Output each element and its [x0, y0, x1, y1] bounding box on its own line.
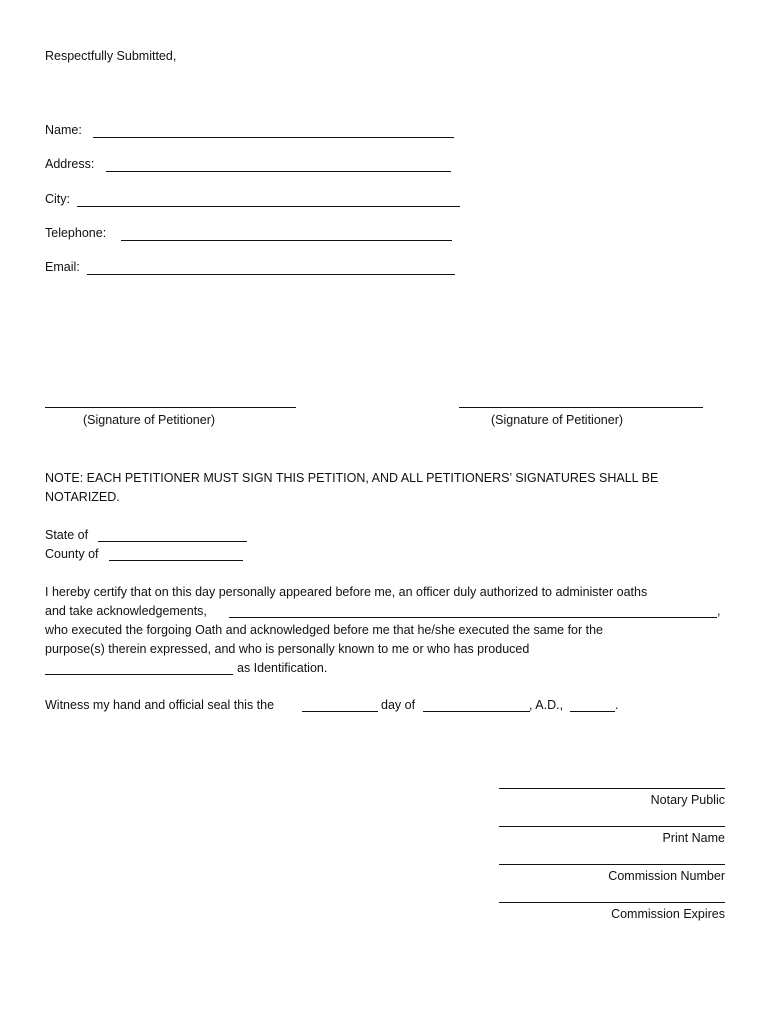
petitioner-signature-line-left[interactable]: [45, 407, 296, 408]
witness-ad-label: , A.D.,: [529, 698, 564, 712]
name-field[interactable]: [93, 137, 454, 138]
telephone-label: Telephone:: [45, 226, 107, 240]
certification-line-2-prefix: and take acknowledgements,: [45, 604, 207, 618]
certification-line-1: I hereby certify that on this day personally appeared before me, an officer duly authorized to administer oaths: [45, 585, 648, 599]
city-label: City:: [45, 192, 70, 206]
commission-number-label: Commission Number: [608, 869, 725, 883]
witness-year-field[interactable]: [570, 711, 615, 712]
email-label: Email:: [45, 260, 80, 274]
notary-public-label: Notary Public: [650, 793, 725, 807]
certification-line-5-suffix: as Identification.: [237, 661, 328, 675]
address-label: Address:: [45, 157, 95, 171]
county-label: County of: [45, 547, 99, 561]
county-field[interactable]: [109, 560, 243, 561]
print-name-line[interactable]: [499, 826, 725, 827]
telephone-field[interactable]: [121, 240, 452, 241]
petitioner-signature-caption-left: (Signature of Petitioner): [83, 413, 216, 427]
petitioner-signature-caption-right: (Signature of Petitioner): [491, 413, 624, 427]
certification-line-2-suffix: ,: [717, 604, 721, 618]
identification-field[interactable]: [45, 674, 233, 675]
note-line-2: NOTARIZED.: [45, 490, 120, 504]
notary-public-line[interactable]: [499, 788, 725, 789]
commission-expires-line[interactable]: [499, 902, 725, 903]
note-line-1: NOTE: EACH PETITIONER MUST SIGN THIS PETITION, AND ALL PETITIONERS’ SIGNATURES SHALL BE: [45, 471, 659, 485]
name-label: Name:: [45, 123, 82, 137]
state-field[interactable]: [98, 541, 247, 542]
witness-prefix: Witness my hand and official seal this the: [45, 698, 275, 712]
certification-line-3: who executed the forgoing Oath and acknowledged before me that he/she executed the same for the: [45, 623, 604, 637]
print-name-label: Print Name: [662, 831, 725, 845]
city-field[interactable]: [77, 206, 460, 207]
email-field[interactable]: [87, 274, 455, 275]
affiant-name-field[interactable]: [229, 617, 717, 618]
witness-day-field[interactable]: [302, 711, 378, 712]
witness-end: .: [615, 698, 619, 712]
closing-text: Respectfully Submitted,: [45, 49, 177, 63]
commission-expires-label: Commission Expires: [611, 907, 725, 921]
commission-number-line[interactable]: [499, 864, 725, 865]
state-label: State of: [45, 528, 89, 542]
petitioner-signature-line-right[interactable]: [459, 407, 703, 408]
certification-line-4: purpose(s) therein expressed, and who is personally known to me or who has produced: [45, 642, 530, 656]
witness-month-field[interactable]: [423, 711, 530, 712]
address-field[interactable]: [106, 171, 451, 172]
witness-day-of-label: day of: [381, 698, 416, 712]
